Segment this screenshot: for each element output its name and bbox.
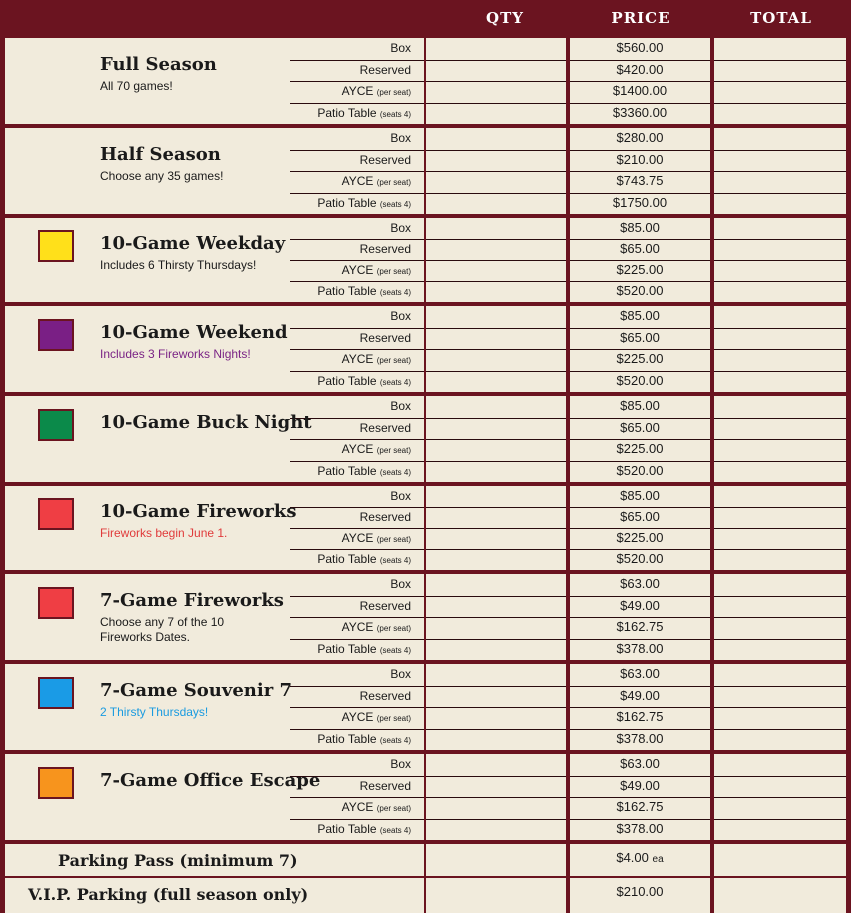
row-divider — [290, 239, 424, 240]
row-divider — [570, 461, 710, 462]
seat-type-label: Patio Table — [317, 195, 377, 210]
seat-type-patio — [317, 642, 411, 656]
row-divider — [426, 193, 566, 194]
seat-type-patio — [317, 374, 411, 388]
price-value: $49.00 — [620, 777, 660, 793]
price-value: $65.00 — [620, 329, 660, 345]
row-divider — [570, 617, 710, 618]
seat-type-label: Patio Table — [317, 463, 377, 478]
row-divider — [426, 60, 566, 61]
qty-cell[interactable] — [426, 878, 566, 913]
seat-type-ayce — [342, 800, 411, 814]
seat-type-label: Patio Table — [317, 731, 377, 746]
price-value: $63.00 — [620, 756, 660, 771]
price-value: $378.00 — [616, 640, 664, 656]
seat-type-patio — [317, 464, 411, 478]
row-divider — [426, 686, 566, 687]
package-title: 10-Game Buck Night — [100, 412, 312, 433]
price-value: $85.00 — [620, 220, 660, 235]
seat-type-ayce — [342, 620, 411, 634]
price-value: $85.00 — [620, 488, 660, 503]
seat-type-patio — [317, 822, 411, 836]
package-title: 10-Game Fireworks — [100, 501, 297, 522]
seat-type-ayce — [342, 174, 411, 188]
package-title: 10-Game Weekend — [100, 322, 288, 343]
row-divider — [714, 729, 846, 730]
table-header — [0, 0, 851, 38]
row-divider — [426, 729, 566, 730]
row-divider — [290, 819, 424, 820]
seat-type-box — [390, 667, 411, 681]
seat-type-label: Box — [390, 667, 411, 681]
seat-type-label: Patio Table — [317, 284, 377, 298]
color-swatch — [38, 319, 74, 351]
seat-type-label: AYCE — [341, 84, 374, 98]
seat-type-label: AYCE — [341, 174, 374, 188]
seat-type-reserved — [360, 331, 411, 345]
price-value: $280.00 — [616, 130, 664, 145]
row-divider — [570, 171, 710, 172]
row-divider — [426, 281, 566, 282]
package-title: Full Season — [100, 54, 217, 75]
parking-title: V.I.P. Parking (full season only) — [28, 885, 309, 904]
price-value: $65.00 — [620, 241, 660, 256]
seat-type-note: (seats 4) — [379, 199, 411, 209]
row-divider — [290, 281, 424, 282]
seat-type-reserved — [360, 599, 411, 613]
row-divider — [570, 328, 710, 329]
seat-type-note: (per seat) — [376, 714, 411, 723]
row-divider — [714, 239, 846, 240]
price-value: $63.00 — [620, 576, 660, 591]
seat-type-box — [390, 489, 411, 503]
color-swatch — [38, 230, 74, 262]
price-value: $225.00 — [616, 530, 664, 545]
seat-type-label: Box — [390, 309, 411, 323]
package-subtitle: Choose any 7 of the 10 — [100, 615, 225, 629]
row-divider — [570, 707, 710, 708]
seat-type-patio — [317, 196, 411, 210]
row-divider — [570, 260, 710, 261]
row-divider — [714, 819, 846, 820]
row-divider — [714, 150, 846, 151]
parking-price — [570, 884, 710, 899]
row-divider — [426, 596, 566, 597]
row-divider — [570, 549, 710, 550]
row-divider — [714, 686, 846, 687]
seat-type-box — [390, 131, 411, 145]
row-divider — [714, 528, 846, 529]
price-value: $420.00 — [616, 61, 664, 77]
row-divider — [714, 617, 846, 618]
seat-type-label: Reserved — [359, 330, 411, 345]
row-divider — [714, 639, 846, 640]
package-subtitle: Includes 6 Thirsty Thursdays! — [100, 258, 257, 272]
row-divider — [570, 729, 710, 730]
seat-type-label: Reserved — [359, 510, 411, 524]
seat-type-label: AYCE — [341, 710, 374, 724]
row-divider — [290, 461, 424, 462]
seat-type-reserved — [360, 689, 411, 703]
seat-type-note: (seats 4) — [379, 109, 411, 119]
row-divider — [714, 549, 846, 550]
row-divider — [426, 260, 566, 261]
seat-type-label: Box — [390, 757, 411, 771]
seat-type-ayce — [342, 710, 411, 724]
seat-type-label: Reserved — [359, 688, 411, 703]
row-divider — [290, 439, 424, 440]
seat-type-label: Box — [390, 221, 411, 235]
row-divider — [290, 639, 424, 640]
row-divider — [714, 797, 846, 798]
seat-type-box — [390, 309, 411, 323]
seat-type-label: Patio Table — [317, 821, 377, 836]
row-divider — [570, 103, 710, 104]
row-divider — [426, 461, 566, 462]
row-divider — [714, 260, 846, 261]
row-divider — [426, 797, 566, 798]
seat-type-patio — [317, 106, 411, 120]
row-divider — [290, 150, 424, 151]
row-divider — [290, 193, 424, 194]
row-divider — [714, 328, 846, 329]
row-divider — [570, 797, 710, 798]
price-value: $225.00 — [616, 351, 664, 366]
price-value: $85.00 — [620, 308, 660, 323]
row-divider — [570, 639, 710, 640]
row-divider — [570, 193, 710, 194]
seat-type-label: Patio Table — [317, 105, 377, 120]
row-divider — [290, 686, 424, 687]
seat-type-ayce — [342, 84, 411, 98]
row-divider — [290, 371, 424, 372]
row-divider — [570, 596, 710, 597]
color-swatch — [38, 767, 74, 799]
row-divider — [426, 528, 566, 529]
row-divider — [570, 150, 710, 151]
row-divider — [714, 171, 846, 172]
seat-type-note: (seats 4) — [379, 377, 411, 387]
total-header: TOTAL — [750, 9, 812, 27]
seat-type-label: AYCE — [341, 800, 374, 814]
row-divider — [570, 439, 710, 440]
row-divider — [426, 439, 566, 440]
price-value: $49.00 — [620, 687, 660, 703]
seat-type-label: Box — [390, 489, 411, 503]
seat-type-label: Reserved — [359, 62, 411, 77]
row-divider — [570, 819, 710, 820]
row-divider — [570, 60, 710, 61]
price-value: $520.00 — [616, 462, 664, 478]
seat-type-patio — [317, 732, 411, 746]
price-value: $1400.00 — [612, 83, 668, 98]
price-value: $49.00 — [620, 597, 660, 613]
price-value: $520.00 — [616, 551, 664, 566]
row-divider — [570, 528, 710, 529]
row-divider — [426, 171, 566, 172]
row-divider — [714, 707, 846, 708]
seat-type-box — [390, 41, 411, 55]
seat-type-note: (seats 4) — [379, 825, 411, 835]
seat-type-label: Box — [390, 41, 411, 55]
price-value: $65.00 — [620, 419, 660, 435]
seat-type-note: (seats 4) — [379, 467, 411, 477]
seat-type-reserved — [360, 63, 411, 77]
row-divider — [714, 349, 846, 350]
parking-unit: ea — [652, 854, 664, 865]
color-swatch — [38, 677, 74, 709]
row-divider — [570, 281, 710, 282]
row-divider — [570, 349, 710, 350]
parking-price-value: $4.00 — [616, 850, 649, 865]
package-subtitle: Choose any 35 games! — [100, 169, 224, 183]
price-value: $85.00 — [620, 398, 660, 413]
seat-type-box — [390, 757, 411, 771]
price-value: $65.00 — [620, 509, 660, 524]
seat-type-label: Patio Table — [317, 552, 377, 566]
price-value: $162.75 — [616, 799, 664, 814]
package-title: Half Season — [100, 144, 221, 165]
row-divider — [426, 103, 566, 104]
seat-type-note: (per seat) — [376, 624, 411, 633]
price-value: $210.00 — [616, 151, 664, 167]
seat-type-note: (per seat) — [376, 267, 411, 276]
seat-type-patio — [317, 284, 411, 298]
row-divider — [290, 528, 424, 529]
row-divider — [426, 81, 566, 82]
package-subtitle: Fireworks Dates. — [100, 630, 191, 644]
row-divider — [426, 639, 566, 640]
total-cell — [714, 844, 846, 876]
seat-type-label: Box — [390, 399, 411, 413]
seat-type-note: (per seat) — [376, 535, 411, 544]
price-value: $560.00 — [616, 40, 664, 55]
package-subtitle: 2 Thirsty Thursdays! — [100, 705, 209, 719]
row-divider — [714, 281, 846, 282]
row-divider — [426, 239, 566, 240]
price-header: PRICE — [611, 9, 671, 27]
row-divider — [426, 371, 566, 372]
parking-title: Parking Pass (minimum 7) — [58, 851, 298, 870]
price-value: $225.00 — [616, 262, 664, 277]
row-divider — [290, 617, 424, 618]
price-value: $378.00 — [616, 820, 664, 836]
price-value: $520.00 — [616, 283, 664, 298]
row-divider — [570, 776, 710, 777]
row-divider — [290, 328, 424, 329]
seat-type-label: AYCE — [341, 620, 374, 634]
seat-type-reserved — [360, 153, 411, 167]
seat-type-note: (per seat) — [376, 356, 411, 365]
qty-cell[interactable] — [426, 844, 566, 876]
price-value: $520.00 — [616, 372, 664, 388]
row-divider — [714, 439, 846, 440]
row-divider — [426, 418, 566, 419]
row-divider — [290, 60, 424, 61]
row-divider — [570, 507, 710, 508]
row-divider — [714, 776, 846, 777]
row-divider — [714, 81, 846, 82]
seat-type-ayce — [342, 263, 411, 277]
row-divider — [290, 596, 424, 597]
seat-type-note: (seats 4) — [379, 288, 411, 297]
row-divider — [426, 776, 566, 777]
row-divider — [290, 797, 424, 798]
row-divider — [290, 171, 424, 172]
seat-type-label: Reserved — [359, 598, 411, 613]
row-divider — [426, 150, 566, 151]
seat-type-patio — [317, 552, 411, 566]
seat-type-ayce — [342, 352, 411, 366]
seat-type-note: (per seat) — [376, 446, 411, 455]
price-value: $162.75 — [616, 619, 664, 634]
price-value: $3360.00 — [612, 104, 668, 120]
row-divider — [290, 707, 424, 708]
row-divider — [426, 549, 566, 550]
row-divider — [426, 507, 566, 508]
color-swatch — [38, 587, 74, 619]
seat-type-label: Reserved — [359, 152, 411, 167]
package-title: 7-Game Fireworks — [100, 590, 284, 611]
row-divider — [570, 686, 710, 687]
row-divider — [570, 81, 710, 82]
price-value: $378.00 — [616, 730, 664, 746]
price-value: $63.00 — [620, 666, 660, 681]
row-divider — [426, 707, 566, 708]
seat-type-reserved — [360, 242, 411, 256]
price-value: $225.00 — [616, 441, 664, 456]
parking-price — [570, 850, 710, 865]
seat-type-ayce — [342, 531, 411, 545]
seat-type-label: Box — [390, 577, 411, 591]
row-divider — [714, 418, 846, 419]
seat-type-label: Reserved — [359, 778, 411, 793]
row-divider — [290, 549, 424, 550]
row-divider — [570, 239, 710, 240]
seat-type-label: Box — [390, 131, 411, 145]
row-divider — [290, 81, 424, 82]
row-divider — [570, 418, 710, 419]
seat-type-reserved — [360, 779, 411, 793]
seat-type-note: (per seat) — [376, 804, 411, 813]
row-divider — [426, 819, 566, 820]
package-title: 7-Game Office Escape — [100, 770, 321, 791]
row-divider — [426, 349, 566, 350]
row-divider — [714, 507, 846, 508]
package-subtitle: Fireworks begin June 1. — [100, 526, 228, 540]
row-divider — [426, 617, 566, 618]
row-divider — [714, 371, 846, 372]
seat-type-note: (per seat) — [376, 88, 411, 97]
seat-type-note: (seats 4) — [379, 556, 411, 565]
total-cell — [714, 878, 846, 913]
seat-type-reserved — [360, 510, 411, 524]
seat-type-note: (seats 4) — [379, 645, 411, 655]
row-divider — [290, 507, 424, 508]
seat-type-label: AYCE — [341, 442, 374, 456]
color-swatch — [38, 409, 74, 441]
price-value: $743.75 — [616, 173, 664, 188]
seat-type-note: (seats 4) — [379, 735, 411, 745]
package-subtitle: All 70 games! — [100, 79, 173, 93]
price-value: $162.75 — [616, 709, 664, 724]
package-subtitle: Includes 3 Fireworks Nights! — [100, 347, 251, 361]
seat-type-label: Reserved — [359, 420, 411, 435]
seat-type-label: AYCE — [341, 263, 374, 277]
seat-type-note: (per seat) — [376, 178, 411, 187]
row-divider — [714, 193, 846, 194]
seat-type-box — [390, 399, 411, 413]
package-title: 10-Game Weekday — [100, 233, 286, 254]
seat-type-box — [390, 221, 411, 235]
seat-type-label: AYCE — [341, 352, 374, 366]
seat-type-reserved — [360, 421, 411, 435]
color-swatch — [38, 498, 74, 530]
row-divider — [714, 60, 846, 61]
price-value: $1750.00 — [612, 194, 668, 210]
row-divider — [290, 260, 424, 261]
seat-type-label: Reserved — [359, 242, 411, 256]
seat-type-box — [390, 577, 411, 591]
row-divider — [714, 103, 846, 104]
row-divider — [290, 349, 424, 350]
seat-type-label: Patio Table — [317, 641, 377, 656]
qty-header: QTY — [486, 9, 524, 27]
seat-type-label: Patio Table — [317, 373, 377, 388]
row-divider — [290, 729, 424, 730]
row-divider — [714, 596, 846, 597]
row-divider — [714, 461, 846, 462]
parking-price-value: $210.00 — [616, 884, 664, 899]
row-divider — [570, 371, 710, 372]
row-divider — [290, 103, 424, 104]
package-title: 7-Game Souvenir 7 — [100, 680, 292, 701]
seat-type-label: AYCE — [341, 531, 374, 545]
row-divider — [426, 328, 566, 329]
seat-type-ayce — [342, 442, 411, 456]
